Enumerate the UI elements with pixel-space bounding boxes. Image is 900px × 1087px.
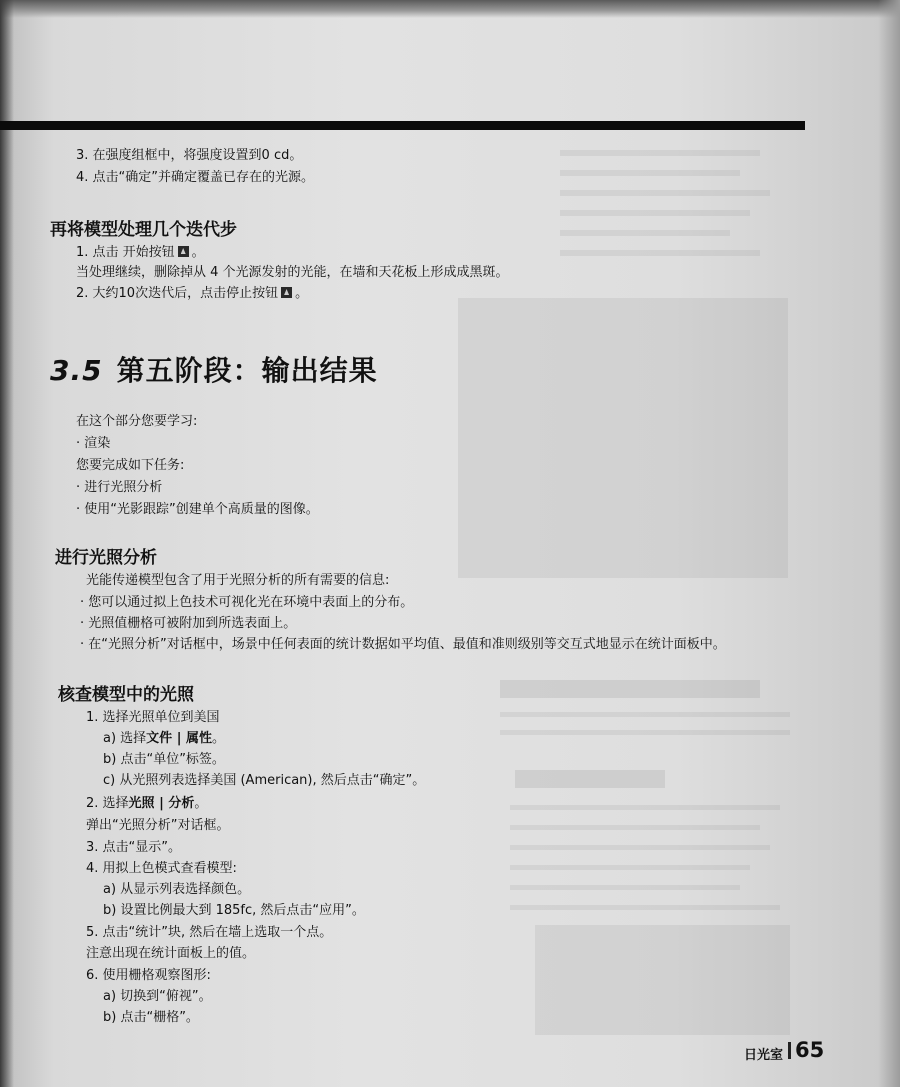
bleed-through-line	[500, 712, 790, 717]
page-top-shadow	[0, 0, 900, 18]
intro-tasks: 您要完成如下任务:	[76, 458, 185, 473]
start-render-icon	[178, 246, 189, 257]
iterate-step-1	[76, 245, 205, 261]
bleed-through-line	[510, 905, 780, 910]
header-rule	[0, 121, 805, 130]
intro-task-2: · 使用“光影跟踪”创建单个高质量的图像。	[76, 502, 319, 517]
page-left-shadow	[0, 0, 14, 1087]
check-step-2	[86, 796, 207, 812]
analysis-intro: 光能传递模型包含了用于光照分析的所有需要的信息:	[86, 573, 390, 588]
section-title	[50, 349, 378, 389]
analysis-bullet-3: · 在“光照分析”对话框中，场景中任何表面的统计数据如平均值、最值和准则级别等交互式地显示在统计面板中。	[80, 637, 726, 652]
bleed-through-heading	[515, 770, 665, 788]
check-step-4a: a) 从显示列表选择颜色。	[103, 882, 251, 897]
check-step-3: 3. 点击“显示”。	[86, 840, 182, 855]
page-number: 65	[795, 1038, 825, 1062]
check-step-1: 1. 选择光照单位到美国	[86, 710, 220, 725]
bleed-through-line	[560, 210, 750, 216]
check-step-1a-text: a) 选择	[103, 731, 147, 746]
bleed-through-line	[560, 170, 740, 176]
running-footer-title: 日光室	[744, 1048, 784, 1063]
analysis-bullet-2: · 光照值栅格可被附加到所选表面上。	[80, 616, 297, 631]
bleed-through-line	[500, 730, 790, 735]
analysis-bullet-1: · 您可以通过拟上色技术可视化光在环境中表面上的分布。	[80, 595, 414, 610]
iterate-step-2-text: 2. 大约10次迭代后，点击停止按钮	[76, 286, 279, 301]
check-step-6a: a) 切换到“俯视”。	[103, 989, 212, 1004]
section-heading-iterate: 再将模型处理几个迭代步	[50, 220, 237, 240]
section-heading-check: 核查模型中的光照	[58, 685, 194, 705]
bleed-through-line	[510, 865, 750, 870]
bleed-through-line	[560, 150, 760, 156]
bleed-through-line	[510, 825, 760, 830]
check-step-2-note: 弹出“光照分析”对话框。	[86, 818, 230, 833]
check-step-4b: b) 设置比例最大到 185fc, 然后点击“应用”。	[103, 903, 365, 918]
iterate-note: 当处理继续，删除掉从 4 个光源发射的光能，在墙和天花板上形成成黑斑。	[76, 265, 509, 280]
bleed-through-line	[560, 230, 730, 236]
iterate-step-2	[76, 286, 308, 302]
bleed-through-figure	[458, 298, 788, 578]
bleed-through-line	[510, 845, 770, 850]
page-right-shadow	[878, 0, 900, 1087]
stop-render-icon	[281, 287, 292, 298]
bleed-through-line	[510, 885, 740, 890]
check-step-4: 4. 用拟上色模式查看模型:	[86, 861, 237, 876]
iterate-step-1-text: 1. 点击 开始按钮	[76, 245, 175, 260]
check-step-1b: b) 点击“单位”标签。	[103, 752, 225, 767]
intro-task-1: · 进行光照分析	[76, 480, 163, 495]
intro-learn-item: · 渲染	[76, 436, 111, 451]
iterate-step-1-end: 。	[191, 245, 205, 260]
menu-path-file-properties: 文件 | 属性	[146, 731, 212, 746]
section-number: 3.5	[50, 354, 103, 387]
bleed-through-line	[510, 805, 780, 810]
bleed-through-figure	[535, 925, 790, 1035]
step-3: 3. 在强度组框中，将强度设置到0 cd。	[76, 148, 303, 163]
bleed-through-line	[560, 250, 760, 256]
section-title-text: 第五阶段：输出结果	[116, 354, 378, 387]
footer-divider	[788, 1042, 791, 1059]
check-step-1a	[103, 731, 225, 747]
check-step-2-text: 2. 选择	[86, 796, 129, 811]
check-step-5-note: 注意出现在统计面板上的值。	[86, 946, 256, 961]
check-step-5: 5. 点击“统计”块, 然后在墙上选取一个点。	[86, 925, 333, 940]
step-4: 4. 点击“确定”并确定覆盖已存在的光源。	[76, 170, 315, 185]
check-step-1c: c) 从光照列表选择美国 (American), 然后点击“确定”。	[103, 773, 426, 788]
menu-path-lighting-analysis: 光照 | 分析	[128, 796, 195, 811]
intro-learn: 在这个部分您要学习:	[76, 414, 198, 429]
check-step-6b: b) 点击“栅格”。	[103, 1010, 199, 1025]
section-heading-analysis: 进行光照分析	[55, 548, 157, 568]
check-step-6: 6. 使用栅格观察图形:	[86, 968, 211, 983]
iterate-step-2-end: 。	[295, 286, 309, 301]
bleed-through-line	[560, 190, 770, 196]
check-step-1a-end: 。	[211, 731, 225, 746]
check-step-2-end: 。	[194, 796, 208, 811]
bleed-through-heading	[500, 680, 760, 698]
